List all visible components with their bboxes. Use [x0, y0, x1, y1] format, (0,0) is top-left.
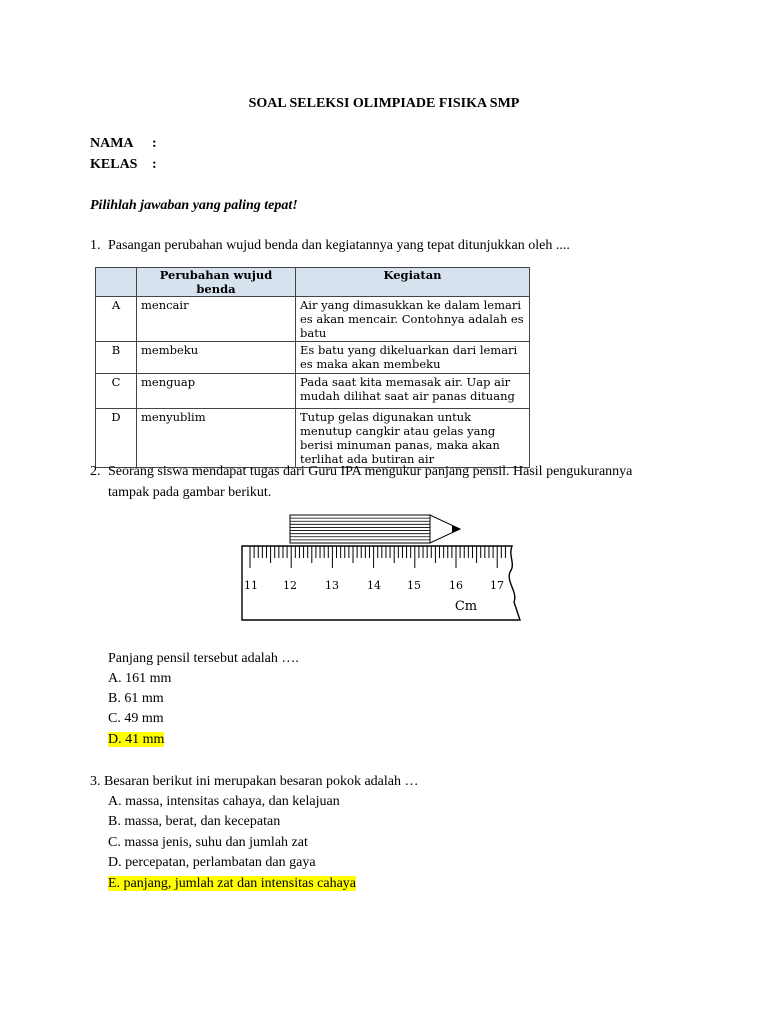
nama-colon: : [152, 136, 157, 151]
ruler-label: 12 [283, 579, 297, 592]
q1-header-activity: Kegiatan [296, 268, 530, 297]
q3-text: 3. Besaran berikut ini merupakan besaran pokok adalah … [90, 774, 419, 789]
q1-number: 1. [90, 238, 101, 253]
q3-option-d: D. percepatan, perlambatan dan gaya [108, 855, 316, 870]
ruler-pencil-figure [238, 512, 528, 624]
table-row [96, 374, 530, 409]
q1-row-letter: B [96, 342, 137, 374]
q2-option-a: A. 161 mm [108, 671, 172, 686]
q3-answer-highlight: E. panjang, jumlah zat dan intensitas cahaya [108, 876, 357, 891]
table-row [96, 342, 530, 374]
ruler-label: 16 [449, 579, 463, 592]
q1-table [95, 267, 530, 468]
q2-number: 2. [90, 464, 101, 479]
q1-row-activity: Air yang dimasukkan ke dalam lemari es akan mencair. Contohnya adalah es batu [296, 297, 530, 342]
ruler-unit: Cm [454, 599, 478, 614]
q1-header-change: Perubahan wujud benda [137, 268, 296, 297]
ruler-label: 15 [407, 579, 421, 592]
q3-option-e [108, 874, 356, 894]
q3-option-a: A. massa, intensitas cahaya, dan kelajuan [108, 794, 340, 809]
q1-text: Pasangan perubahan wujud benda dan kegiatannya yang tepat ditunjukkan oleh .... [108, 238, 570, 253]
q1-row-change: menyublim [137, 409, 296, 468]
q1-row-letter: A [96, 297, 137, 342]
q1-header-empty [96, 268, 137, 297]
instruction: Pilihlah jawaban yang paling tepat! [90, 198, 298, 213]
q1-row-change: membeku [137, 342, 296, 374]
nama-label: NAMA [90, 136, 134, 151]
q3-option-b: B. massa, berat, dan kecepatan [108, 814, 281, 829]
q1-table-header [96, 268, 530, 297]
q2-option-c: C. 49 mm [108, 711, 164, 726]
q1-row-letter: D [96, 409, 137, 468]
q2-option-b: B. 61 mm [108, 691, 164, 706]
q2-option-d [108, 730, 164, 750]
q1-row-activity: Pada saat kita memasak air. Uap air mudah dilihat saat air panas dituang [296, 374, 530, 409]
q2-text-line2: tampak pada gambar berikut. [108, 485, 272, 500]
ruler-label: 13 [325, 579, 339, 592]
q3-option-c: C. massa jenis, suhu dan jumlah zat [108, 835, 308, 850]
q2-text-line1: Seorang siswa mendapat tugas dari Guru IPA mengukur panjang pensil. Hasil pengukurannya [108, 464, 633, 479]
q2-answer-highlight: D. 41 mm [108, 732, 165, 747]
table-row [96, 409, 530, 468]
q1-row-letter: C [96, 374, 137, 409]
q2-question: Panjang pensil tersebut adalah …. [108, 651, 299, 666]
ruler-label: 17 [490, 579, 504, 592]
q1-row-change: mencair [137, 297, 296, 342]
table-row [96, 297, 530, 342]
q1-row-change: menguap [137, 374, 296, 409]
kelas-label: KELAS [90, 157, 138, 172]
ruler-label: 14 [367, 579, 381, 592]
kelas-colon: : [152, 157, 157, 172]
pencil-icon [290, 515, 460, 543]
page-title: SOAL SELEKSI OLIMPIADE FISIKA SMP [248, 96, 520, 111]
ruler-label: 11 [244, 579, 258, 592]
q1-row-activity: Es batu yang dikeluarkan dari lemari es maka akan membeku [296, 342, 530, 374]
q1-row-activity: Tutup gelas digunakan untuk menutup cangkir atau gelas yang berisi minuman panas, maka akan terlihat ada butiran air [296, 409, 530, 468]
